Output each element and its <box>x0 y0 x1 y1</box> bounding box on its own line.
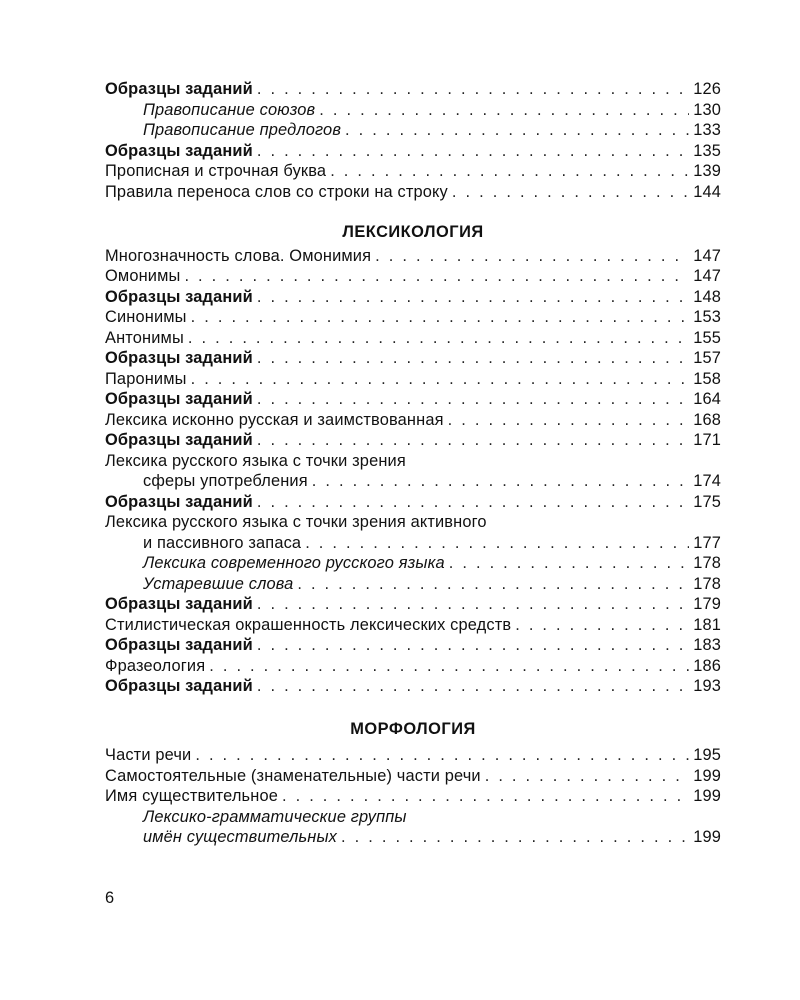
toc-entry[interactable] <box>105 745 721 766</box>
toc-leader-dots <box>191 369 689 390</box>
toc-leader-dots <box>188 328 689 349</box>
toc-page-number: 130 <box>693 100 721 119</box>
toc-entry-title: сферы употребления <box>143 472 308 490</box>
toc-entry-title: Образцы заданий <box>105 636 253 654</box>
toc-entry[interactable] <box>105 574 721 595</box>
toc-group <box>105 492 721 513</box>
toc-page-number: 174 <box>693 472 721 490</box>
toc-entry[interactable] <box>105 182 721 203</box>
toc-leader-dots <box>312 471 689 492</box>
toc-entry-title: имён существительных <box>143 828 338 846</box>
toc-page-number: 168 <box>693 410 721 429</box>
toc-entry[interactable] <box>105 348 721 369</box>
toc-entry[interactable] <box>105 246 721 267</box>
toc-entry-title: Паронимы <box>105 369 187 388</box>
toc-page-number: 158 <box>693 369 721 388</box>
toc-leader-dots <box>345 120 689 141</box>
toc-group <box>105 553 721 697</box>
toc-page-number: 181 <box>693 615 721 634</box>
toc-entry[interactable] <box>105 553 721 574</box>
toc-entry[interactable] <box>105 120 721 141</box>
toc-entry-title: и пассивного запаса <box>143 533 302 552</box>
toc-entry[interactable] <box>105 786 721 807</box>
toc-entry[interactable] <box>105 676 721 697</box>
toc-leader-dots <box>257 389 689 410</box>
toc-page-number: 177 <box>693 533 721 552</box>
toc-entry[interactable] <box>105 615 721 636</box>
toc-page-number: 164 <box>693 390 721 408</box>
toc-entry-title: Образцы заданий <box>105 492 253 511</box>
toc-entry[interactable] <box>105 307 721 328</box>
toc-page-number: 199 <box>693 828 721 846</box>
toc-entry-title: Правописание союзов <box>143 100 316 119</box>
toc-page-number: 178 <box>693 574 721 593</box>
toc-page-number: 178 <box>693 554 721 572</box>
toc-leader-dots <box>257 492 689 513</box>
toc-entry[interactable] <box>105 79 721 100</box>
toc-leader-dots <box>257 594 689 615</box>
toc-entry[interactable] <box>105 807 721 848</box>
toc-entry-title: Образцы заданий <box>105 390 253 408</box>
toc-entry-title: Фразеология <box>105 656 206 675</box>
toc-page-number: 193 <box>693 677 721 695</box>
toc-entry-title: Синонимы <box>105 308 187 326</box>
toc-entry[interactable] <box>105 451 721 492</box>
toc-entry[interactable] <box>105 594 721 615</box>
toc-entry-title: Многозначность слова. Омонимия <box>105 246 372 265</box>
toc-entry[interactable] <box>105 766 721 787</box>
toc-entry[interactable] <box>105 287 721 308</box>
toc-entry-title: Образцы заданий <box>105 141 253 160</box>
toc-page-number: 139 <box>693 162 721 180</box>
toc-entry-title: Имя существительное <box>105 787 278 805</box>
toc-group <box>105 246 721 451</box>
toc-entry-title: Самостоятельные (знаменательные) части речи <box>105 766 481 785</box>
toc-entry[interactable] <box>105 389 721 410</box>
toc-entry-title: Лексика русского языка с точки зрения активного <box>105 513 487 531</box>
toc-leader-dots <box>257 141 689 162</box>
toc-entry-title: Правила переноса слов со строки на строку <box>105 182 448 201</box>
toc-page-number: 147 <box>693 267 721 285</box>
toc-group <box>105 745 721 807</box>
toc-page-number: 153 <box>693 308 721 326</box>
toc-entry[interactable] <box>105 512 721 553</box>
toc-entry-title: Лексико-грамматические группы <box>143 807 407 826</box>
toc-leader-dots <box>448 410 689 431</box>
toc-group <box>105 79 721 202</box>
toc-entry-title: Образцы заданий <box>105 677 253 695</box>
toc-entry-title: Правописание предлогов <box>143 121 342 139</box>
toc-leader-dots <box>195 745 689 766</box>
toc-page-number: 126 <box>693 80 721 98</box>
toc-entry[interactable] <box>105 266 721 287</box>
section-title-morphology: МОРФОЛОГИЯ <box>350 719 476 738</box>
toc-page-number: 199 <box>693 766 721 785</box>
toc-entry-title: Образцы заданий <box>105 349 253 367</box>
toc-leader-dots <box>330 161 689 182</box>
toc-leader-dots <box>305 533 689 554</box>
page-number: 6 <box>105 889 115 907</box>
toc-page-number: 155 <box>693 328 721 347</box>
toc-page-number: 147 <box>693 246 721 265</box>
toc-entry[interactable] <box>105 141 721 162</box>
toc-leader-dots <box>257 287 689 308</box>
toc-entry-title: Лексика современного русского языка <box>143 554 445 572</box>
toc-leader-dots <box>449 553 689 574</box>
toc-leader-dots <box>485 766 689 787</box>
toc-leader-dots <box>515 615 689 636</box>
toc-entry-title: Части речи <box>105 746 192 764</box>
toc-entry-title: Лексика русского языка с точки зрения <box>105 451 406 470</box>
toc-entry-title: Омонимы <box>105 267 181 285</box>
toc-entry-title: Антонимы <box>105 328 184 347</box>
toc-leader-dots <box>375 246 689 267</box>
toc-entry-title: Устаревшие слова <box>143 574 294 593</box>
toc-page-number: 175 <box>693 492 721 511</box>
toc-leader-dots <box>209 656 689 677</box>
toc-entry-title: Образцы заданий <box>105 431 253 449</box>
toc-page-number: 148 <box>693 287 721 306</box>
toc-leader-dots <box>341 827 689 848</box>
toc-page-number: 171 <box>693 431 721 449</box>
toc-leader-dots <box>257 430 689 451</box>
section-title-lexicology: ЛЕКСИКОЛОГИЯ <box>342 223 484 241</box>
table-of-contents <box>105 79 721 848</box>
toc-entry[interactable] <box>105 100 721 121</box>
toc-leader-dots <box>257 348 689 369</box>
toc-page-number: 133 <box>693 121 721 139</box>
toc-leader-dots <box>297 574 689 595</box>
toc-entry[interactable] <box>105 635 721 656</box>
toc-page-number: 183 <box>693 636 721 654</box>
toc-entry[interactable] <box>105 430 721 451</box>
toc-leader-dots <box>257 635 689 656</box>
toc-entry-title: Стилистическая окрашенность лексических средств <box>105 615 512 634</box>
toc-entry-title: Прописная и строчная буква <box>105 162 327 180</box>
toc-entry[interactable] <box>105 656 721 677</box>
toc-entry[interactable] <box>105 492 721 513</box>
toc-entry[interactable] <box>105 369 721 390</box>
toc-entry-title: Образцы заданий <box>105 80 253 98</box>
toc-leader-dots <box>257 79 689 100</box>
toc-leader-dots <box>319 100 689 121</box>
toc-entry-title: Лексика исконно русская и заимствованная <box>105 410 444 429</box>
toc-entry-title: Образцы заданий <box>105 595 253 613</box>
toc-leader-dots <box>191 307 689 328</box>
toc-leader-dots <box>452 182 689 203</box>
toc-page-number: 144 <box>693 182 721 201</box>
toc-leader-dots <box>282 786 689 807</box>
toc-leader-dots <box>257 676 689 697</box>
toc-entry[interactable] <box>105 161 721 182</box>
toc-leader-dots <box>184 266 689 287</box>
toc-page-number: 195 <box>693 746 721 764</box>
toc-page-number: 135 <box>693 141 721 160</box>
toc-page-number: 157 <box>693 349 721 367</box>
toc-entry[interactable] <box>105 328 721 349</box>
toc-entry[interactable] <box>105 410 721 431</box>
toc-page-number: 186 <box>693 656 721 675</box>
toc-entry-title: Образцы заданий <box>105 287 253 306</box>
toc-page-number: 179 <box>693 595 721 613</box>
toc-page-number: 199 <box>693 787 721 805</box>
